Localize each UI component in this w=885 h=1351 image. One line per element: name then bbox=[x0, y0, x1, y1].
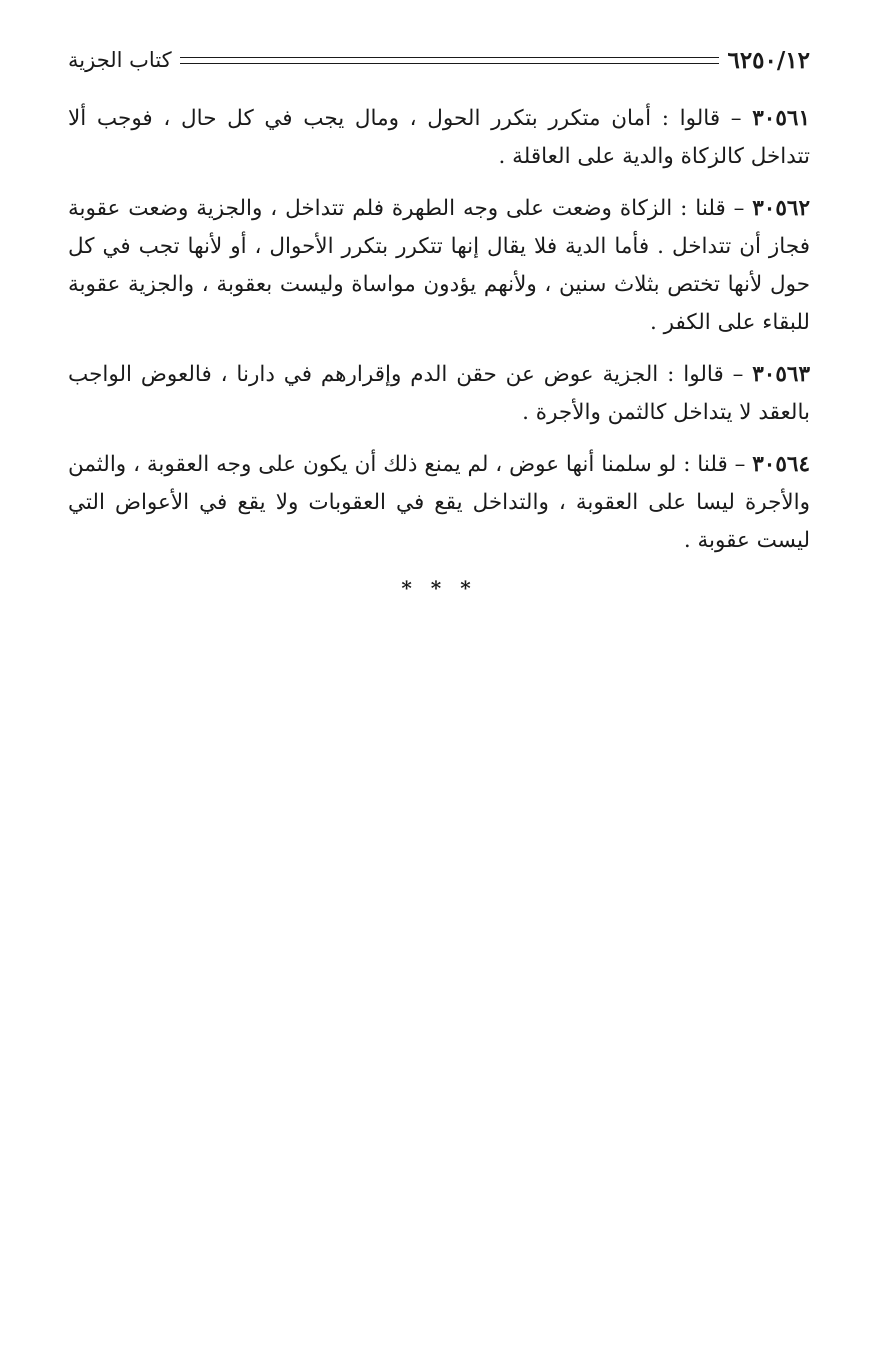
paragraph-number: ٣٠٥٦٤ bbox=[752, 452, 810, 477]
header-rule bbox=[180, 57, 720, 64]
paragraph-30563 bbox=[68, 356, 810, 432]
book-title: كتاب الجزية bbox=[68, 48, 172, 72]
section-separator: * * * bbox=[401, 576, 477, 600]
paragraph-number: ٣٠٥٦٢ bbox=[752, 196, 810, 221]
paragraph-number: ٣٠٥٦٣ bbox=[752, 362, 810, 387]
paragraph-number: ٣٠٥٦١ bbox=[752, 106, 810, 131]
body-text bbox=[68, 100, 810, 560]
paragraph-text: – قلنا : لو سلمنا أنها عوض ، لم يمنع ذلك أن يكون على وجه العقوبة ، والثمن والأجرة ليسا على العقوبة ، والتداخل يقع في العقوبات ولا يقع في الأعواض التي ليست عقوبة . bbox=[68, 452, 810, 553]
paragraph-text: – قالوا : الجزية عوض عن حقن الدم وإقرارهم في دارنا ، فالعوض الواجب بالعقد لا يتداخل كالثمن والأجرة . bbox=[68, 362, 810, 425]
running-header bbox=[68, 40, 810, 80]
paragraph-30564 bbox=[68, 446, 810, 560]
paragraph-30562 bbox=[68, 190, 810, 342]
page-reference: ٦٢٥٠/١٢ bbox=[727, 46, 810, 74]
paragraph-text: – قالوا : أمان متكرر بتكرر الحول ، ومال يجب في كل حال ، فوجب ألا تتداخل كالزكاة والدية على العاقلة . bbox=[68, 106, 810, 169]
page bbox=[68, 40, 810, 600]
paragraph-30561 bbox=[68, 100, 810, 176]
paragraph-text: – قلنا : الزكاة وضعت على وجه الطهرة فلم تتداخل ، والجزية وضعت عقوبة فجاز أن تتداخل . فأما الدية فلا يقال إنها تتكرر بتكرر الأحوال ، أو لأنها تجب في كل حول لأنها تختص بثلاث سنين ، ولأنهم يؤدون مواساة وليست بعقوبة ، والجزية عقوبة للبقاء على الكفر . bbox=[68, 196, 810, 335]
